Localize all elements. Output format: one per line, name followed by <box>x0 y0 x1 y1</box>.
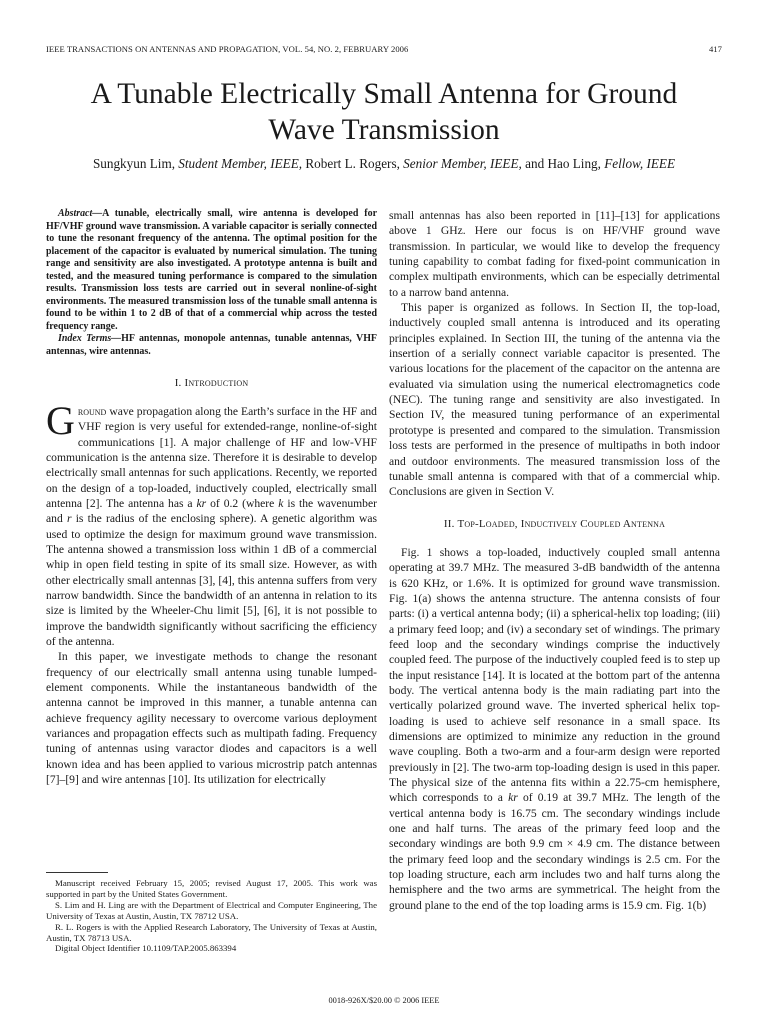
abstract <box>46 208 377 333</box>
index-terms-label: Index Terms— <box>58 333 122 345</box>
title-line-1: A Tunable Electrically Small Antenna for Ground <box>90 78 678 110</box>
abstract-text: A tunable, electrically small, wire antenna is developed for HF/VHF ground wave transmission. A variable capacitor is serially connected to tune the resonant frequency of the antenna. The optimal position for the placement of the capacitor is evaluated by numerical simulation. The tuning range and sensitivity are also investigated. A prototype antenna is built and tested, and the measured tuning performance is compared to the simulation results. Transmission loss tests are carried out in several nonline-of-sight environments. The measured transmission loss of the tunable small antenna is found to be within 1 to 2 dB of that of a commercial whip across the tested frequency range. <box>46 208 377 332</box>
author-1: Sungkyun Lim, <box>92 156 175 171</box>
footnote-rogers: R. L. Rogers is with the Applied Research Laboratory, The University of Texas at Austin, Austin, TX 78713 USA. <box>46 921 377 943</box>
section-1-number: I. <box>174 376 182 389</box>
section-1-paragraph-1: Ground wave propagation along the Earth’s surface in the HF and VHF region is very useful for extended-range, nonline-of-sight communications [1]. A major challenge of HF and low-VHF communication is the antenna size. Therefore it is desirable to develop electrically small antennas for such applications. Recently, we reported on the design of a top-loaded, inductively coupled, electrically small antenna [2]. The antenna has a kr of 0.2 (where k is the wavenumber and r is the radius of the enclosing sphere). A genetic algorithm was used to optimize the design for maximum ground wave transmission. The antenna showed a transmission loss within 1 dB of a commercial whip in open field testing in spite of its small size. However, as with other electrically small antennas [3], [4], this antenna suffers from very narrow bandwidth. Since the bandwidth of an antenna in relation to its size is limited by the Wheeler-Chu limit [5], [6], it is not possible to improve the bandwidth significantly without sacrificing the efficiency of the antenna. <box>46 397 377 649</box>
organization-paragraph: This paper is organized as follows. In Section II, the top-load, inductively coupled small antenna is introduced and its operating principles explained. In Section III, the tuning of the antenna via the insertion of a serially connect variable capacitor is presented. The various locations for the placement of the capacitor on the antenna are evaluated via simulation using the numerical electromagnetics code (NEC). The tuning range and sensitivity are also investigated. In Section IV, the measured tuning performance of an experimental prototype is presented and compared to the simulation. Transmission loss tests are performed in the presence of multipaths in both indoor and outdoor environments. The measured transmission loss of the tunable small antenna is compared with that of a commercial whip. Conclusions are given in Section V. <box>389 301 720 499</box>
section-2-title: Top-Loaded, Inductively Coupled Antenna <box>457 517 666 530</box>
footnote-rule <box>46 872 108 873</box>
footnotes <box>46 878 377 954</box>
author-2: Robert L. Rogers, <box>305 156 400 171</box>
page-number: 417 <box>708 44 722 54</box>
author-3-role: Fellow, IEEE <box>604 156 676 171</box>
math-r: r <box>66 512 72 526</box>
copyright-footer: 0018-926X/$20.00 © 2006 IEEE <box>328 996 440 1005</box>
section-2-number: II. <box>443 517 455 530</box>
math-kr-2: kr <box>508 791 518 805</box>
author-1-role: Student Member, IEEE, <box>178 156 303 171</box>
index-terms-text: HF antennas, monopole antennas, tunable antennas, VHF antennas, wire antennas. <box>46 333 377 358</box>
drop-cap: G <box>46 397 75 443</box>
paper-title <box>40 76 728 148</box>
author-list <box>40 156 728 172</box>
right-column <box>389 208 720 913</box>
section-2-paragraph-1: Fig. 1 shows a top-loaded, inductively coupled small antenna operating at 39.7 MHz. The measured 3-dB bandwidth of the antenna is 620 KHz, or 1.6%. It is optimized for ground wave transmission. Fig. 1(a) shows the antenna structure. The antenna consists of four parts: (i) a vertical antenna body; (ii) a spherical-helix top loading; (iii) a primary feed loop; and (iv) a secondary set of windings. The primary feed loop and the secondary windings comprise the inductively coupled feed. The purpose of the inductively coupled feed is to step up the input resistance [14]. It is located at the bottom part of the antenna body. The vertical antenna body is the main radiating part into the vertically polarized ground wave. The inverted spherical helix top-loading is used to achieve self resonance in a small space. Its dimensions are optimized to minimize any reduction in the ground wave coupling. Both a two-arm and a four-arm design were reported previously in [2]. The two-arm top-loading design is used in this paper. The physical size of the antenna fits within a 22.75-cm hemisphere, which corresponds to a kr of 0.19 at 39.7 MHz. The length of the vertical antenna body is 16.75 cm. The secondary windings include one and half turns. The areas of the primary feed loop and the secondary windings are both 9.9 cm × 4.9 cm. The distance between the primary feed loop and the secondary windings is 2.5 cm. For the top loading structure, each arm includes two and half turns along the hemisphere and the two arms are symmetrical. The height from the ground plane to the end of the top loading arms is 15.9 cm. Fig. 1(b) <box>389 545 721 912</box>
journal-info: IEEE TRANSACTIONS ON ANTENNAS AND PROPAGATION, VOL. 54, NO. 2, FEBRUARY 2006 <box>46 44 409 54</box>
author-2-role: Senior Member, IEEE, <box>403 156 522 171</box>
section-1-body <box>46 397 377 788</box>
footnote-manuscript: Manuscript received February 15, 2005; revised August 17, 2005. This work was supported in part by the United States Government. <box>46 878 377 899</box>
math-kr: kr <box>196 496 207 510</box>
author-3: and Hao Ling, <box>525 156 601 171</box>
left-column <box>46 208 377 788</box>
footnote-lim-ling: S. Lim and H. Ling are with the Department of Electrical and Computer Engineering, The University of Texas at Austin, Austin, TX 78712 USA. <box>46 899 377 921</box>
intro-continued-paragraph: small antennas has also been reported in [11]–[13] for applications above 1 GHz. Here our focus is on HF/VHF ground wave transmission. In particular, we would like to develop the frequency tuning capability to combat fading for fixed-point communication in complex multipath environments, which can be especially detrimental to a narrow band antenna. <box>389 209 720 299</box>
section-2-heading <box>389 517 720 532</box>
running-header <box>46 44 722 56</box>
footnote-doi: Digital Object Identifier 10.1109/TAP.2005.863394 <box>55 943 237 954</box>
math-k: k <box>278 496 284 510</box>
drop-cap-rest: round <box>77 404 107 418</box>
abstract-label: Abstract— <box>58 208 103 219</box>
title-line-2: Wave Transmission <box>268 114 500 146</box>
section-1-title: Introduction <box>184 376 249 389</box>
section-1-heading <box>46 376 377 391</box>
section-1-paragraph-2: In this paper, we investigate methods to change the resonant frequency of our electrically small antenna using tunable lumped-element components. While the instantaneous bandwidth of the antenna cannot be improved in this manner, a tunable antenna can achieve frequency agility necessary to overcome various deployment variances and propagation effects such as multipath fading. Frequency tuning of antennas using varactor diodes and capacitors is a well known idea and has been applied to various microstrip patch antennas [7]–[9] and wire antennas [10]. Its utilization for electrically <box>46 650 377 787</box>
index-terms <box>46 333 377 358</box>
